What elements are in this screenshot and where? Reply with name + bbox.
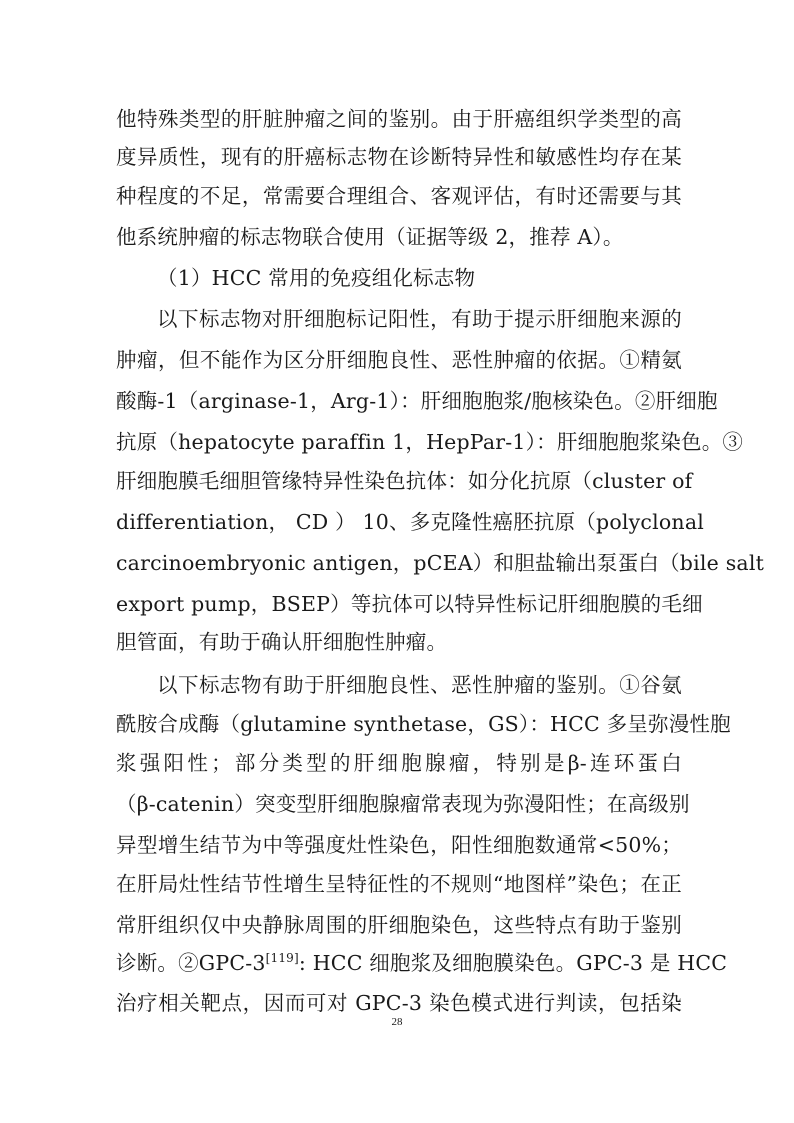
text-line: differentiation， CD ） 10、多克隆性癌胚抗原（polyclonal	[116, 510, 704, 534]
text-line: 肿瘤，但不能作为区分肝细胞良性、恶性肿瘤的依据。①精氨	[116, 348, 682, 372]
text-line: 在肝局灶性结节性增生呈特征性的不规则“地图样”染色；在正	[116, 872, 682, 896]
text-line: export pump，BSEP）等抗体可以特异性标记肝细胞膜的毛细	[116, 592, 703, 616]
text-line: 以下标志物对肝细胞标记阳性，有助于提示肝细胞来源的	[157, 307, 682, 331]
text-line: 他特殊类型的肝脏肿瘤之间的鉴别。由于肝癌组织学类型的高	[116, 107, 682, 131]
text-line: 度异质性，现有的肝癌标志物在诊断特异性和敏感性均存在某	[116, 145, 682, 169]
text-line: 以下标志物有助于肝细胞良性、恶性肿瘤的鉴别。①谷氨	[157, 673, 682, 697]
page-number: 28	[391, 1016, 403, 1028]
text-line: 胆管面，有助于确认肝细胞性肿瘤。	[116, 630, 448, 654]
text-line: 异型增生结节为中等强度灶性染色，阳性细胞数通常<50%；	[116, 833, 682, 857]
text-line: 常肝组织仅中央静脉周围的肝细胞染色，这些特点有助于鉴别	[116, 913, 682, 937]
text-line: 种程度的不足，常需要合理组合、客观评估，有时还需要与其	[116, 184, 682, 208]
text-line: carcinoembryonic antigen，pCEA）和胆盐输出泵蛋白（bile salt	[116, 551, 765, 575]
text-line: 酸酶-1（arginase-1，Arg-1）：肝细胞胞浆/胞核染色。②肝细胞	[116, 389, 718, 413]
citation-superscript: [119]	[265, 951, 299, 966]
text-fragment: : HCC 细胞浆及细胞膜染色。GPC-3 是 HCC	[298, 951, 728, 975]
text-fragment: 诊断。②GPC-3	[116, 951, 266, 975]
section-heading: （1）HCC 常用的免疫组化标志物	[157, 266, 476, 290]
text-line: 治疗相关靶点，因而可对 GPC-3 染色模式进行判读，包括染	[116, 991, 682, 1015]
text-line: 肝细胞膜毛细胆管缘特异性染色抗体：如分化抗原（cluster of	[116, 469, 693, 493]
text-line: 酰胺合成酶（glutamine synthetase，GS）：HCC 多呈弥漫性胞	[116, 712, 731, 736]
text-line: （β-catenin）突变型肝细胞腺瘤常表现为弥漫阳性；在高级别	[116, 792, 690, 816]
text-line: 他系统肿瘤的标志物联合使用（证据等级 2，推荐 A）。	[116, 225, 624, 249]
text-line: 抗原（hepatocyte paraffin 1，HepPar-1）：肝细胞胞浆染色。③	[116, 430, 744, 454]
text-line: 浆强阳性；部分类型的肝细胞腺瘤，特别是β-连环蛋白	[116, 751, 682, 775]
text-line	[116, 948, 728, 978]
